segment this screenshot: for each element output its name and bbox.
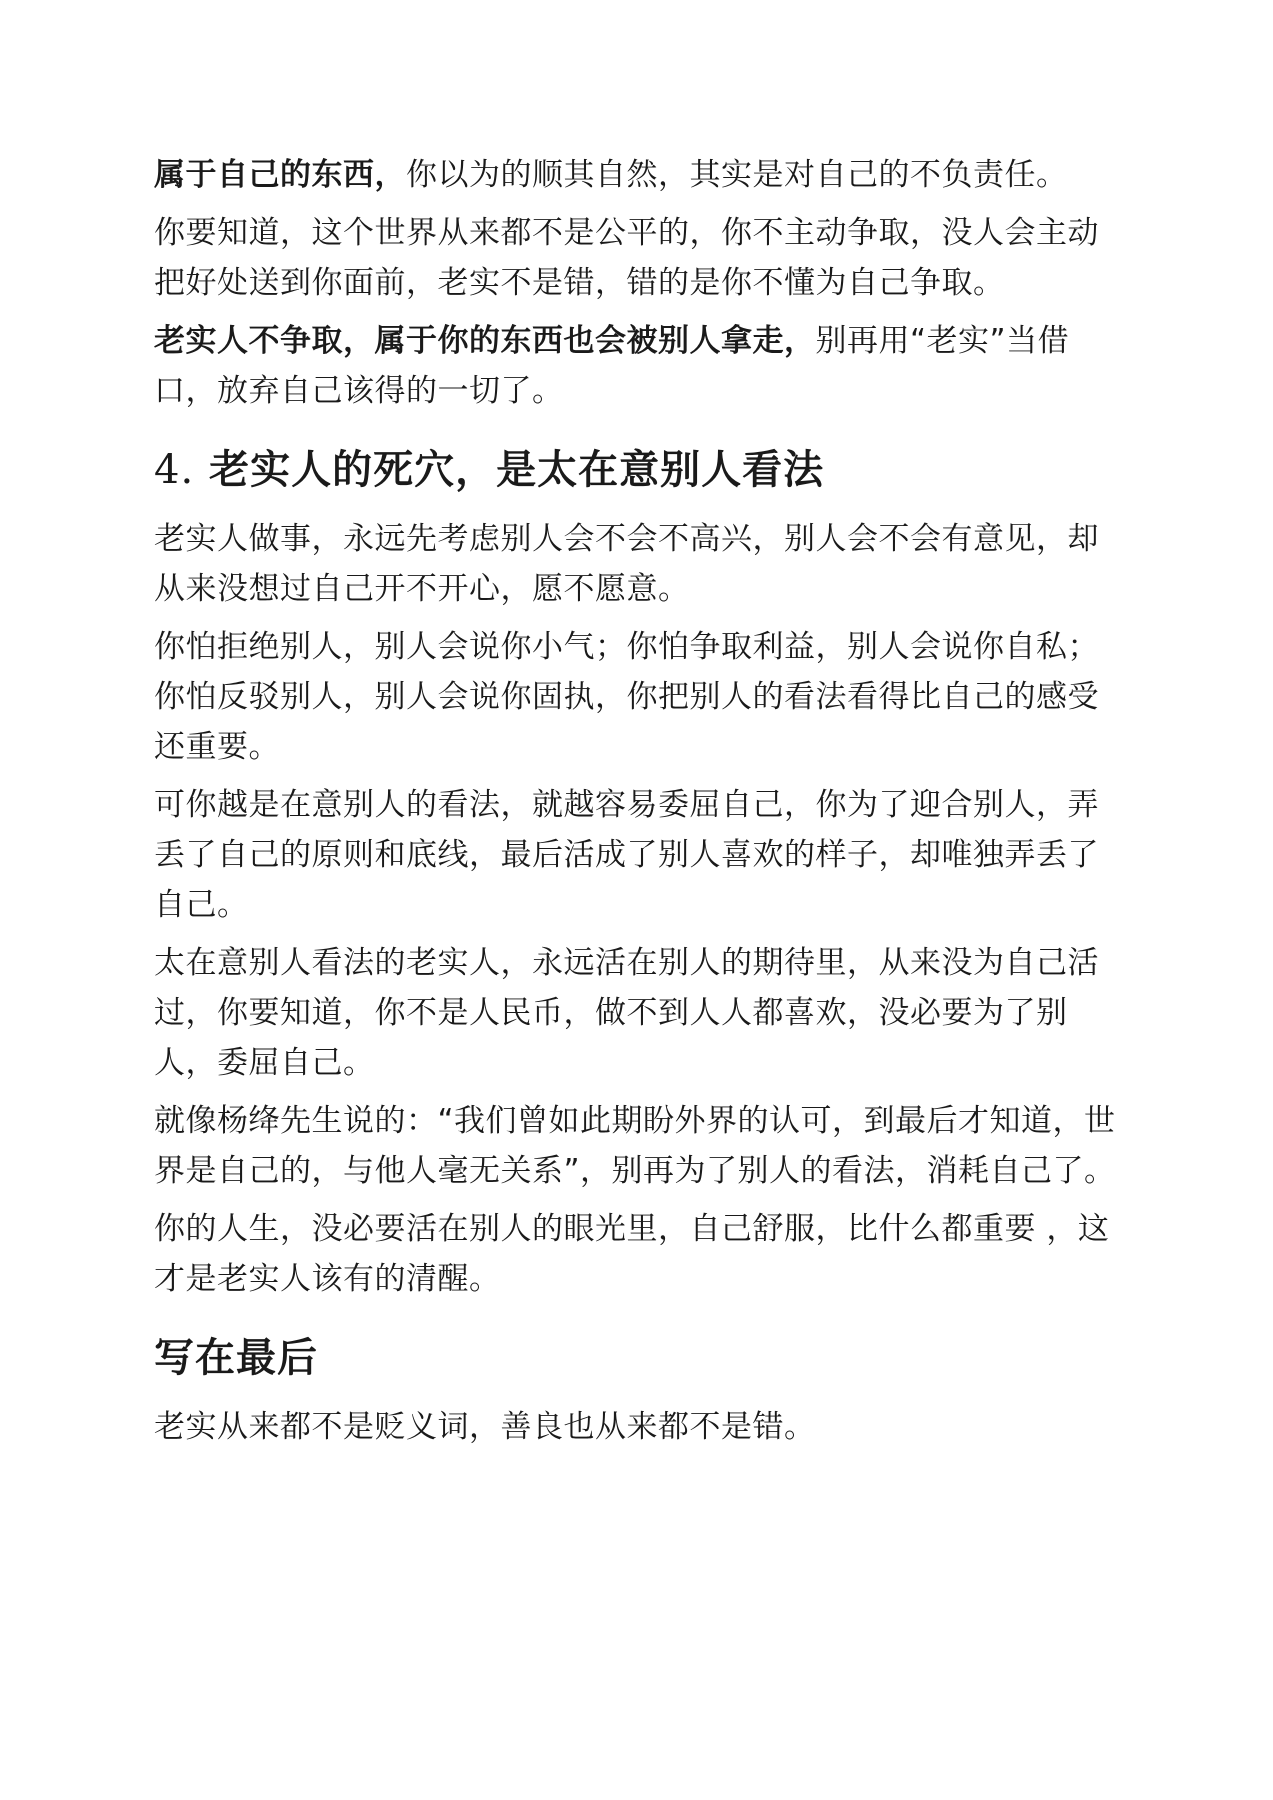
paragraph: 就像杨绛先生说的：“我们曾如此期盼外界的认可，到最后才知道，世界是自己的，与他人毫无关系”，别再为了别人的看法，消耗自己了。 xyxy=(154,1103,1116,1189)
paragraph: 老实从来都不是贬义词，善良也从来都不是错。 xyxy=(154,1409,816,1445)
section-title: 老实人的死穴，是太在意别人看法 xyxy=(209,447,825,493)
paragraph: 老实人做事，永远先考虑别人会不会不高兴，别人会不会有意见，却从来没想过自己开不开心，愿不愿意。 xyxy=(154,521,1099,607)
bold-lead: 属于自己的东西， xyxy=(154,157,406,193)
final-heading: 写在最后 xyxy=(154,1335,318,1381)
bold-lead: 老实人不争取，属于你的东西也会被别人拿走， xyxy=(154,323,816,359)
paragraph-text: 别再用“老实”当借口，放弃自己该得的一切了。 xyxy=(154,323,1070,409)
section-heading xyxy=(154,440,1119,500)
paragraph xyxy=(154,316,1119,416)
paragraph: 你的人生，没必要活在别人的眼光里，自己舒服，比什么都重要 ，这才是老实人该有的清醒。 xyxy=(154,1211,1110,1297)
document-page xyxy=(154,150,1119,1460)
paragraph: 太在意别人看法的老实人，永远活在别人的期待里，从来没为自己活过，你要知道，你不是人民币，做不到人人都喜欢，没必要为了别人，委屈自己。 xyxy=(154,945,1099,1081)
paragraph: 可你越是在意别人的看法，就越容易委屈自己，你为了迎合别人，弄丢了自己的原则和底线，最后活成了别人喜欢的样子，却唯独弄丢了自己。 xyxy=(154,787,1099,923)
section-number: 4. xyxy=(154,447,195,493)
paragraph: 你怕拒绝别人，别人会说你小气；你怕争取利益，别人会说你自私；你怕反驳别人，别人会说你固执，你把别人的看法看得比自己的感受还重要。 xyxy=(154,629,1099,765)
paragraph-text: 你以为的顺其自然，其实是对自己的不负责任。 xyxy=(406,157,1068,193)
paragraph xyxy=(154,150,1119,200)
paragraph: 你要知道，这个世界从来都不是公平的，你不主动争取，没人会主动把好处送到你面前，老实不是错，错的是你不懂为自己争取。 xyxy=(154,215,1099,301)
